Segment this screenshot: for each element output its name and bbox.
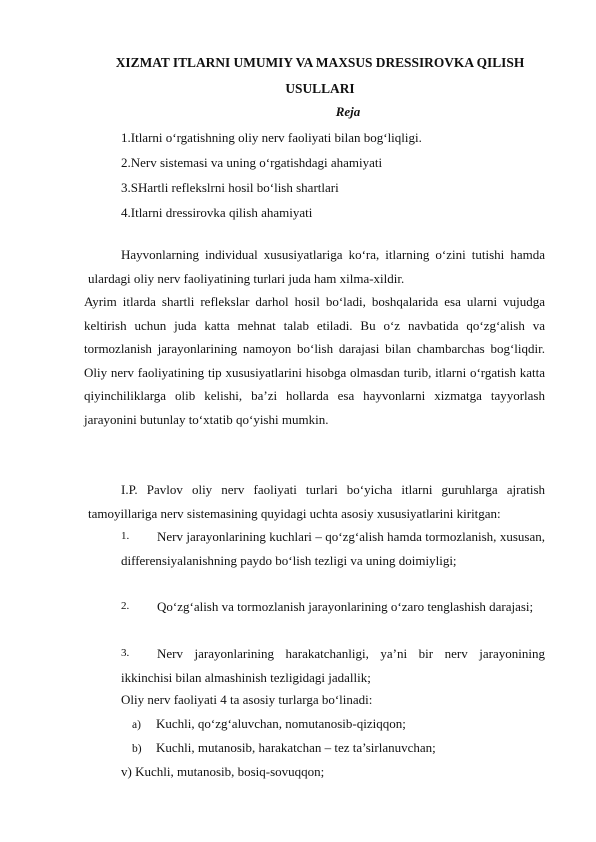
paragraph-1: Hayvonlarning individual xususiyatlariga ko‘ra, itlarning o‘zini tutishi hamda ulardagi oliy nerv faoliyatining turlari juda ham xilma-xildir. [88, 247, 545, 286]
paragraph-2: Ayrim itlarda shartli reflekslar darhol hosil bo‘ladi, boshqalarida esa ularni vujudga keltirish uchun juda katta mehnat talab etiladi. Bu o‘z navbatida qo‘zg‘alish va tormozlanish jarayonlarining namoyon bo‘lish darajasi bilan chambarchas bog‘liqdir. Oliy nerv faoliyatining tip xususiyatlarini hisobga olmasdan turib, itlarni o‘rgatish katta qiyinchiliklarga olib kelishi, ba’zi hollarda esa hayvonlarni xizmatga tayyorlash jarayonini butunlay to‘xtatib qo‘yishi mumkin. [84, 294, 545, 427]
numbered-item-marker: 3. [121, 647, 130, 659]
sub-item-text: Kuchli, mutanosib, harakatchan – tez ta’sirlanuvchan; [156, 740, 436, 755]
sub-item-label: b) [132, 743, 142, 755]
sub-item-v: v) Kuchli, mutanosib, bosiq-sovuqqon; [121, 764, 325, 779]
document-title-line1: XIZMAT ITLARNI UMUMIY VA MAXSUS DRESSIROVKA QILISH [115, 55, 525, 70]
numbered-item-1 [121, 525, 545, 572]
numbered-item-text: Nerv jarayonlarining kuchlari – qo‘zg‘alish hamda tormozlanish, xususan, differensiyalanishning paydo bo‘lish tezligi va uning doimiyligi; [121, 529, 545, 568]
types-intro-line: Oliy nerv faoliyati 4 ta asosiy turlarga bo‘linadi: [121, 692, 373, 707]
plan-item-1: 1.Itlarni o‘rgatishning oliy nerv faoliyati bilan bog‘liqligi. [121, 130, 422, 145]
plan-heading: Reja [335, 104, 361, 119]
numbered-item-text: Qo‘zg‘alish va tormozlanish jarayonlarining o‘zaro tenglashish darajasi; [157, 599, 534, 614]
document-title-line2: USULLARI [285, 81, 355, 96]
sub-item-b [132, 740, 436, 756]
paragraph-3: I.P. Pavlov oliy nerv faoliyati turlari bo‘yicha itlarni guruhlarga ajratish tamoyillariga nerv sistemasining quyidagi uchta asosiy xususiyatlarini kiritgan: [88, 482, 545, 521]
sub-item-text: Kuchli, qo‘zg‘aluvchan, nomutanosib-qiziqqon; [156, 716, 406, 731]
plan-item-2: 2.Nerv sistemasi va uning o‘rgatishdagi ahamiyati [121, 155, 383, 170]
numbered-item-marker: 1. [121, 530, 130, 542]
plan-item-3: 3.SHartli reflekslrni hosil bo‘lish shartlari [121, 180, 339, 195]
plan-item-4: 4.Itlarni dressirovka qilish ahamiyati [121, 205, 313, 220]
numbered-item-3 [121, 642, 545, 689]
numbered-item-marker: 2. [121, 600, 130, 612]
sub-item-label: a) [132, 719, 141, 731]
numbered-item-2 [121, 595, 545, 619]
numbered-item-text: Nerv jarayonlarining harakatchanligi, ya’ni bir nerv jarayonining ikkinchisi bilan almashinish tezligidagi jadallik; [121, 646, 545, 685]
sub-item-a [132, 716, 406, 732]
